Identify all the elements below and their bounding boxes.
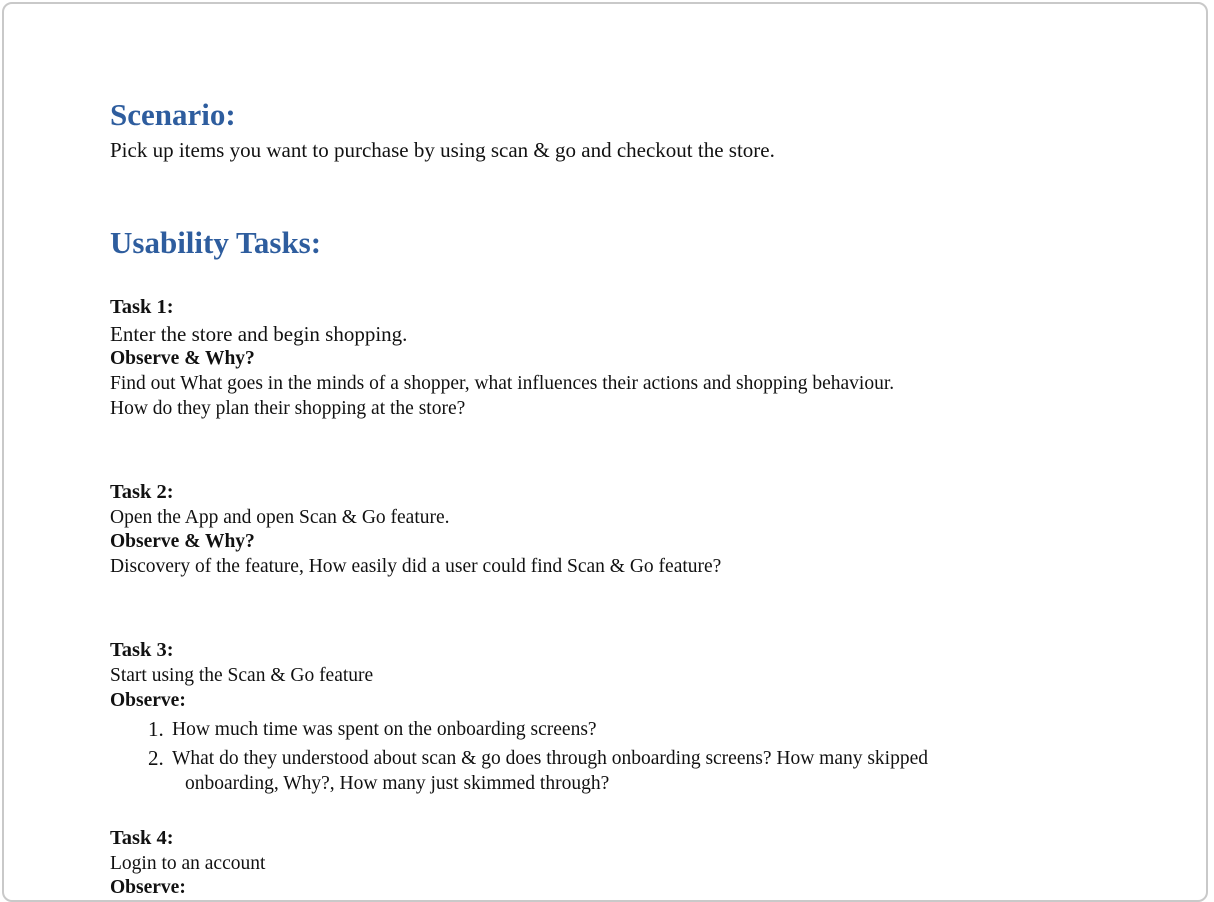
scenario-heading: Scenario:: [110, 97, 236, 132]
task-3-observe-label: Observe:: [110, 690, 186, 711]
task-1-observe-line-1: Find out What goes in the minds of a shopper, what influences their actions and shopping behaviour.: [110, 373, 895, 394]
scenario-text: Pick up items you want to purchase by using scan & go and checkout the store.: [110, 138, 775, 162]
task-2-observe-label: Observe & Why?: [110, 531, 255, 552]
task-3-list-number-1: 1.: [148, 717, 164, 741]
task-3-list-item-1: How much time was spent on the onboarding screens?: [172, 719, 597, 740]
task-4-observe-label: Observe:: [110, 877, 186, 898]
task-4-description: Login to an account: [110, 853, 266, 874]
task-3-list-item-2-line-1: What do they understood about scan & go does through onboarding screens? How many skipped: [172, 748, 929, 769]
task-1-title: Task 1:: [110, 296, 174, 318]
task-4-title: Task 4:: [110, 827, 174, 849]
usability-tasks-heading: Usability Tasks:: [110, 225, 322, 260]
task-2-description: Open the App and open Scan & Go feature.: [110, 507, 450, 528]
task-1-description: Enter the store and begin shopping.: [110, 322, 408, 346]
task-3-description: Start using the Scan & Go feature: [110, 665, 374, 686]
task-3-title: Task 3:: [110, 639, 174, 661]
task-3-list-number-2: 2.: [148, 746, 164, 770]
task-3-list-item-2-line-2: onboarding, Why?, How many just skimmed through?: [185, 773, 610, 794]
task-1-observe-label: Observe & Why?: [110, 348, 255, 369]
task-2-title: Task 2:: [110, 481, 174, 503]
task-2-observe-line-1: Discovery of the feature, How easily did a user could find Scan & Go feature?: [110, 556, 722, 577]
task-1-observe-line-2: How do they plan their shopping at the store?: [110, 398, 466, 419]
document-page: [2, 2, 1208, 902]
